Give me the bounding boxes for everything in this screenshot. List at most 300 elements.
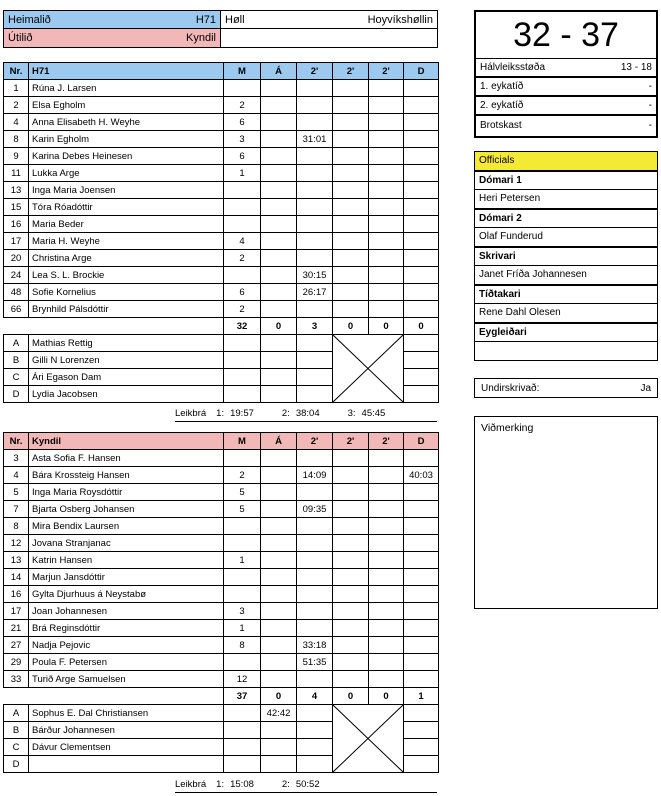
player-stat-t1 — [297, 148, 333, 165]
player-stat-m: 8 — [224, 637, 261, 654]
score-box — [474, 10, 658, 138]
remarks-label: Viðmerking — [481, 422, 534, 434]
player-stat-a — [261, 671, 297, 688]
official-letter: A — [4, 335, 29, 352]
player-stat-t2 — [333, 484, 369, 501]
player-name: Inga Maria Roysdóttir — [29, 484, 224, 501]
player-stat-d — [404, 518, 439, 535]
player-stat-t2 — [333, 216, 369, 233]
total-a: 0 — [261, 688, 297, 705]
player-stat-m: 12 — [224, 671, 261, 688]
player-stat-t3 — [369, 250, 404, 267]
player-stat-d — [404, 535, 439, 552]
player-name: Karina Debes Heinesen — [29, 148, 224, 165]
crossed-out-cells — [333, 705, 404, 773]
player-stat-a — [261, 569, 297, 586]
scorer-name: Janet Fríða Johannesen — [475, 266, 658, 285]
player-stat-t2 — [333, 654, 369, 671]
half-time-row — [476, 58, 656, 77]
home-timeout-3: 45:45 — [361, 408, 386, 419]
player-stat-t3 — [369, 552, 404, 569]
player-stat-t2 — [333, 199, 369, 216]
player-stat-m — [224, 654, 261, 671]
col-nr-header: Nr. — [4, 433, 29, 450]
player-stat-t1 — [297, 569, 333, 586]
player-stat-t1 — [297, 182, 333, 199]
away-team-name: Kyndil — [186, 32, 216, 44]
player-number: 3 — [4, 450, 29, 467]
table-row — [4, 450, 439, 467]
player-name: Katrin Hansen — [29, 552, 224, 569]
player-number: 4 — [4, 114, 29, 131]
extra-time-1-value: - — [648, 81, 652, 92]
official-2min — [297, 352, 333, 369]
player-name: Nadja Pejovic — [29, 637, 224, 654]
total-t3: 0 — [369, 318, 404, 335]
official-letter: D — [4, 756, 29, 773]
player-stat-t3 — [369, 620, 404, 637]
player-stat-a — [261, 501, 297, 518]
table-row — [4, 216, 439, 233]
official-2min — [297, 386, 333, 403]
venue-name: Hoyvíkshøllin — [367, 13, 433, 26]
col-header-2: Á — [261, 433, 297, 450]
player-stat-d — [404, 637, 439, 654]
player-stat-a — [261, 552, 297, 569]
col-header-1: M — [224, 433, 261, 450]
player-stat-t3 — [369, 301, 404, 318]
table-row — [4, 586, 439, 603]
official-letter: B — [4, 722, 29, 739]
player-name: Mira Bendix Laursen — [29, 518, 224, 535]
player-number: 21 — [4, 620, 29, 637]
player-name: Christina Arge — [29, 250, 224, 267]
official-warning — [261, 722, 297, 739]
half-time-label: Hálvleiksstøða — [480, 62, 546, 73]
total-t2: 0 — [333, 318, 369, 335]
official-warning: 42:42 — [261, 705, 297, 722]
table-row — [4, 467, 439, 484]
table-row — [4, 148, 439, 165]
player-stat-d — [404, 131, 439, 148]
official-warning — [261, 756, 297, 773]
official-warning — [261, 739, 297, 756]
player-name: Tóra Róadóttir — [29, 199, 224, 216]
shootout-value: - — [648, 119, 652, 131]
player-number: 8 — [4, 131, 29, 148]
official-letter: D — [4, 386, 29, 403]
table-row — [4, 484, 439, 501]
table-row — [4, 284, 439, 301]
total-t1: 4 — [297, 688, 333, 705]
remarks-box — [474, 416, 658, 609]
official-name: Gilli N Lorenzen — [29, 352, 224, 369]
table-row — [4, 569, 439, 586]
player-number: 14 — [4, 569, 29, 586]
official-name — [29, 756, 224, 773]
player-stat-a — [261, 216, 297, 233]
player-stat-t2 — [333, 603, 369, 620]
player-stat-t3 — [369, 216, 404, 233]
player-stat-d — [404, 114, 439, 131]
table-row — [4, 114, 439, 131]
player-number: 7 — [4, 501, 29, 518]
official-m — [224, 386, 261, 403]
player-stat-d — [404, 80, 439, 97]
official-m — [224, 335, 261, 352]
col-header-6: D — [404, 433, 439, 450]
player-stat-d — [404, 484, 439, 501]
player-name: Gylta Djurhuus á Neystabø — [29, 586, 224, 603]
player-stat-t1: 51:35 — [297, 654, 333, 671]
away-player-table — [3, 432, 439, 773]
player-number: 11 — [4, 165, 29, 182]
table-row — [4, 199, 439, 216]
referee-2-name: Olaf Funderud — [475, 228, 658, 247]
player-stat-m — [224, 586, 261, 603]
player-name: Brynhild Pálsdóttir — [29, 301, 224, 318]
player-stat-m: 2 — [224, 467, 261, 484]
official-name: Bárður Johannesen — [29, 722, 224, 739]
official-disq — [404, 386, 439, 403]
player-stat-m: 6 — [224, 114, 261, 131]
player-stat-m — [224, 535, 261, 552]
player-name: Turið Arge Samuelsen — [29, 671, 224, 688]
player-stat-t3 — [369, 501, 404, 518]
home-team-header: H71 — [29, 63, 224, 80]
player-stat-t1 — [297, 80, 333, 97]
timekeeper-label: Tíðtakari — [475, 285, 658, 304]
player-stat-a — [261, 182, 297, 199]
shootout-label: Brotskast — [480, 119, 522, 131]
player-stat-t3 — [369, 131, 404, 148]
player-number: 29 — [4, 654, 29, 671]
signed-value: Ja — [640, 382, 651, 394]
player-stat-m: 1 — [224, 165, 261, 182]
player-stat-t2 — [333, 301, 369, 318]
player-stat-t3 — [369, 654, 404, 671]
player-stat-m — [224, 182, 261, 199]
player-stat-a — [261, 620, 297, 637]
player-name: Elsa Egholm — [29, 97, 224, 114]
official-m — [224, 369, 261, 386]
player-number: 27 — [4, 637, 29, 654]
scorer-label: Skrivari — [475, 247, 658, 266]
score-detail-table — [476, 58, 656, 134]
player-number: 48 — [4, 284, 29, 301]
player-name: Inga Maria Joensen — [29, 182, 224, 199]
player-stat-t2 — [333, 131, 369, 148]
home-timeout-3-label: 3: — [347, 408, 356, 419]
venue-label: Høll — [225, 13, 245, 26]
player-stat-t2 — [333, 501, 369, 518]
team-official-row — [4, 335, 439, 352]
venue-row — [221, 10, 438, 29]
player-stat-t1 — [297, 450, 333, 467]
player-stat-t3 — [369, 267, 404, 284]
player-name: Maria H. Weyhe — [29, 233, 224, 250]
extra-time-1-label: 1. eykatíð — [480, 81, 524, 92]
player-stat-t1: 30:15 — [297, 267, 333, 284]
player-stat-m: 1 — [224, 620, 261, 637]
team-header — [3, 10, 221, 48]
table-row — [4, 97, 439, 114]
player-number: 17 — [4, 603, 29, 620]
total-t2: 0 — [333, 688, 369, 705]
player-number: 9 — [4, 148, 29, 165]
signed-row — [474, 378, 658, 398]
official-disq — [404, 352, 439, 369]
player-stat-m — [224, 450, 261, 467]
player-stat-t3 — [369, 450, 404, 467]
away-label: Útilið — [8, 32, 33, 44]
player-stat-a — [261, 267, 297, 284]
player-stat-t2 — [333, 233, 369, 250]
player-stat-t2 — [333, 552, 369, 569]
player-stat-t1 — [297, 535, 333, 552]
official-m — [224, 739, 261, 756]
player-stat-t2 — [333, 467, 369, 484]
official-m — [224, 705, 261, 722]
player-stat-a — [261, 114, 297, 131]
player-stat-d — [404, 450, 439, 467]
official-m — [224, 756, 261, 773]
player-stat-d — [404, 569, 439, 586]
player-stat-t2 — [333, 97, 369, 114]
table-row — [4, 620, 439, 637]
player-number: 66 — [4, 301, 29, 318]
player-stat-a — [261, 467, 297, 484]
home-table-header — [4, 63, 439, 80]
official-letter: B — [4, 352, 29, 369]
away-timeouts — [175, 779, 437, 790]
official-disq — [404, 705, 439, 722]
player-name: Bára Krossteig Hansen — [29, 467, 224, 484]
official-letter: A — [4, 705, 29, 722]
away-totals-row — [4, 688, 439, 705]
referee-2-label: Dómari 2 — [475, 209, 658, 228]
total-d: 1 — [404, 688, 439, 705]
player-stat-d — [404, 284, 439, 301]
player-stat-m — [224, 199, 261, 216]
player-stat-t3 — [369, 284, 404, 301]
player-stat-a — [261, 250, 297, 267]
player-stat-t3 — [369, 535, 404, 552]
player-name: Asta Sofia F. Hansen — [29, 450, 224, 467]
official-name: Ári Egason Dam — [29, 369, 224, 386]
home-team-name: H71 — [195, 13, 216, 26]
player-stat-t3 — [369, 569, 404, 586]
player-stat-t2 — [333, 148, 369, 165]
player-stat-m: 3 — [224, 603, 261, 620]
total-t1: 3 — [297, 318, 333, 335]
player-number: 15 — [4, 199, 29, 216]
official-2min — [297, 756, 333, 773]
table-row — [4, 603, 439, 620]
table-row — [4, 671, 439, 688]
col-header-5: 2' — [369, 433, 404, 450]
officials-title: Officials — [475, 152, 658, 171]
player-stat-t3 — [369, 586, 404, 603]
cross-icon — [333, 335, 403, 402]
extra-time-2-value: - — [648, 100, 652, 111]
player-stat-t2 — [333, 569, 369, 586]
player-stat-a — [261, 131, 297, 148]
player-stat-t3 — [369, 165, 404, 182]
supervisor-name — [475, 342, 658, 361]
away-team-header: Kyndil — [29, 433, 224, 450]
home-player-table — [3, 62, 439, 403]
player-name: Karin Egholm — [29, 131, 224, 148]
player-stat-t2 — [333, 250, 369, 267]
home-timeout-1-label: 1: — [216, 408, 225, 419]
col-nr-header: Nr. — [4, 63, 29, 80]
table-row — [4, 131, 439, 148]
player-stat-t2 — [333, 535, 369, 552]
player-stat-t1 — [297, 301, 333, 318]
player-name: Rúna J. Larsen — [29, 80, 224, 97]
player-stat-a — [261, 518, 297, 535]
player-stat-t3 — [369, 114, 404, 131]
official-warning — [261, 335, 297, 352]
official-disq — [404, 369, 439, 386]
official-warning — [261, 386, 297, 403]
col-header-3: 2' — [297, 433, 333, 450]
player-stat-a — [261, 148, 297, 165]
player-stat-d — [404, 216, 439, 233]
player-stat-t1 — [297, 199, 333, 216]
player-name: Marjun Jansdóttir — [29, 569, 224, 586]
total-t3: 0 — [369, 688, 404, 705]
official-m — [224, 352, 261, 369]
player-stat-t2 — [333, 450, 369, 467]
official-name: Dávur Clementsen — [29, 739, 224, 756]
player-stat-t1: 09:35 — [297, 501, 333, 518]
player-stat-m — [224, 267, 261, 284]
player-stat-t3 — [369, 671, 404, 688]
player-stat-t1 — [297, 620, 333, 637]
player-stat-m: 2 — [224, 250, 261, 267]
referee-1-name: Heri Petersen — [475, 190, 658, 209]
player-stat-t1 — [297, 216, 333, 233]
player-stat-a — [261, 637, 297, 654]
player-stat-d — [404, 233, 439, 250]
table-row — [4, 267, 439, 284]
player-stat-t2 — [333, 518, 369, 535]
col-header-2: Á — [261, 63, 297, 80]
player-stat-t2 — [333, 267, 369, 284]
table-row — [4, 80, 439, 97]
table-row — [4, 654, 439, 671]
player-stat-t3 — [369, 233, 404, 250]
player-stat-d — [404, 671, 439, 688]
crossed-out-cells — [333, 335, 404, 403]
table-row — [4, 637, 439, 654]
extra-time-1-row — [476, 77, 656, 96]
player-stat-t1: 31:01 — [297, 131, 333, 148]
player-number: 16 — [4, 216, 29, 233]
player-stat-t2 — [333, 80, 369, 97]
player-stat-m — [224, 216, 261, 233]
player-stat-m: 6 — [224, 148, 261, 165]
final-score: 32 - 37 — [513, 16, 619, 54]
player-stat-d — [404, 148, 439, 165]
player-name: Anna Elisabeth H. Weyhe — [29, 114, 224, 131]
player-number: 20 — [4, 250, 29, 267]
player-name: Jovana Stranjanac — [29, 535, 224, 552]
home-label: Heimalið — [8, 13, 51, 26]
player-stat-m: 5 — [224, 484, 261, 501]
player-stat-m — [224, 518, 261, 535]
player-name: Maria Beder — [29, 216, 224, 233]
official-2min — [297, 335, 333, 352]
player-stat-a — [261, 233, 297, 250]
player-stat-t3 — [369, 80, 404, 97]
player-stat-t1 — [297, 97, 333, 114]
player-number: 13 — [4, 182, 29, 199]
total-m: 32 — [224, 318, 261, 335]
official-name: Sophus E. Dal Christiansen — [29, 705, 224, 722]
official-warning — [261, 352, 297, 369]
col-header-3: 2' — [297, 63, 333, 80]
player-stat-t3 — [369, 97, 404, 114]
player-stat-t2 — [333, 637, 369, 654]
player-stat-m: 1 — [224, 552, 261, 569]
player-stat-t3 — [369, 603, 404, 620]
player-stat-t3 — [369, 182, 404, 199]
away-timeout-line — [175, 792, 437, 793]
player-number: 24 — [4, 267, 29, 284]
player-stat-d — [404, 654, 439, 671]
away-timeout-1: 15:08 — [230, 779, 254, 790]
shootout-row — [476, 115, 656, 134]
away-timeout-2: 50:52 — [295, 779, 320, 790]
official-letter: C — [4, 739, 29, 756]
away-table-header — [4, 433, 439, 450]
player-stat-m: 4 — [224, 233, 261, 250]
player-number: 16 — [4, 586, 29, 603]
player-stat-d — [404, 250, 439, 267]
player-name: Poula F. Petersen — [29, 654, 224, 671]
home-timeout-label: Leikbrá — [175, 408, 207, 419]
player-stat-m: 6 — [224, 284, 261, 301]
player-stat-a — [261, 654, 297, 671]
table-row — [4, 552, 439, 569]
total-d: 0 — [404, 318, 439, 335]
col-header-4: 2' — [333, 433, 369, 450]
player-number: 1 — [4, 80, 29, 97]
player-stat-d — [404, 301, 439, 318]
table-row — [4, 301, 439, 318]
player-number: 8 — [4, 518, 29, 535]
table-row — [4, 501, 439, 518]
player-stat-t2 — [333, 671, 369, 688]
player-stat-d — [404, 586, 439, 603]
player-stat-a — [261, 165, 297, 182]
player-stat-m: 3 — [224, 131, 261, 148]
player-name: Brá Reginsdóttir — [29, 620, 224, 637]
player-stat-t3 — [369, 637, 404, 654]
player-number: 5 — [4, 484, 29, 501]
extra-time-2-label: 2. eykatíð — [480, 100, 524, 111]
player-stat-d: 40:03 — [404, 467, 439, 484]
col-header-1: M — [224, 63, 261, 80]
player-stat-t1 — [297, 233, 333, 250]
player-stat-d — [404, 603, 439, 620]
player-stat-t1: 33:18 — [297, 637, 333, 654]
official-letter: C — [4, 369, 29, 386]
player-stat-t1 — [297, 250, 333, 267]
